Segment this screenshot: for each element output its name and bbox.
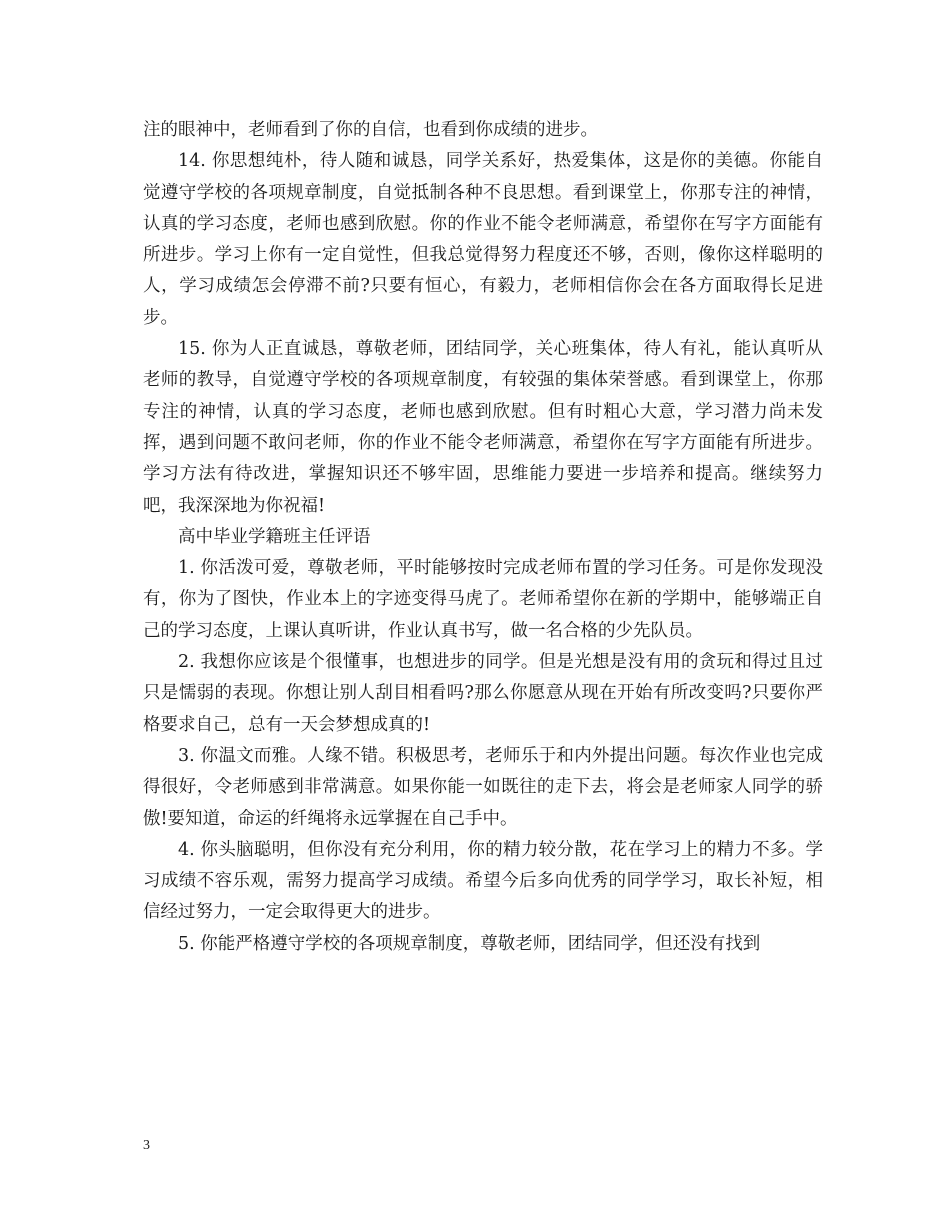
document-body [143, 115, 823, 960]
paragraph-continuation: 注的眼神中，老师看到了你的自信，也看到你成绩的进步。 [143, 120, 598, 140]
paragraph-comment-3: 3. 你温文而雅。人缘不错。积极思考，老师乐于和内外提出问题。每次作业也完成得很好，令老师感到非常满意。如果你能一如既往的走下去，将会是老师家人同学的骄傲!要知道，命运的纤绳将永远掌握在自己手中。 [143, 745, 823, 829]
paragraph-comment-5: 5. 你能严格遵守学校的各项规章制度，尊敬老师，团结同学，但还没有找到 [178, 933, 761, 954]
paragraph-comment-4: 4. 你头脑聪明，但你没有充分利用，你的精力较分散，花在学习上的精力不多。学习成绩不容乐观，需努力提高学习成绩。希望今后多向优秀的同学学习，取长补短，相信经过努力，一定会取得更大的进步。 [143, 839, 823, 923]
paragraph-comment-14: 14. 你思想纯朴，待人随和诚恳，同学关系好，热爱集体，这是你的美德。你能自觉遵守学校的各项规章制度，自觉抵制各种不良思想。看到课堂上，你那专注的神情，认真的学习态度，老师也感到欣慰。你的作业不能令老师满意，希望你在写字方面能有所进步。学习上你有一定自觉性，但我总觉得努力程度还不够，否则，像你这样聪明的人，学习成绩怎会停滞不前?只要有恒心，有毅力，老师相信你会在各方面取得长足进步。 [143, 151, 823, 328]
paragraph-comment-15: 15. 你为人正直诚恳，尊敬老师，团结同学，关心班集体，待人有礼，能认真听从老师的教导，自觉遵守学校的各项规章制度，有较强的集体荣誉感。看到课堂上，你那专注的神情，认真的学习态度，老师也感到欣慰。但有时粗心大意，学习潜力尚未发挥，遇到问题不敢问老师，你的作业不能令老师满意，希望你在写字方面能有所进步。学习方法有待改进，掌握知识还不够牢固，思维能力要进一步培养和提高。继续努力吧，我深深地为你祝福! [143, 339, 823, 516]
page-number: 3 [143, 1138, 150, 1153]
section-heading: 高中毕业学籍班主任评语 [178, 526, 371, 547]
paragraph-comment-1: 1. 你活泼可爱，尊敬老师，平时能够按时完成老师布置的学习任务。可是你发现没有，你为了图快，作业本上的字迹变得马虎了。老师希望你在新的学期中，能够端正自己的学习态度，上课认真听讲，作业认真书写，做一名合格的少先队员。 [143, 558, 823, 641]
paragraph-comment-2: 2. 我想你应该是个很懂事，也想进步的同学。但是光想是没有用的贪玩和得过且过只是懦弱的表现。你想让别人刮目相看吗?那么你愿意从现在开始有所改变吗?只要你严格要求自己，总有一天会梦想成真的! [143, 652, 823, 735]
